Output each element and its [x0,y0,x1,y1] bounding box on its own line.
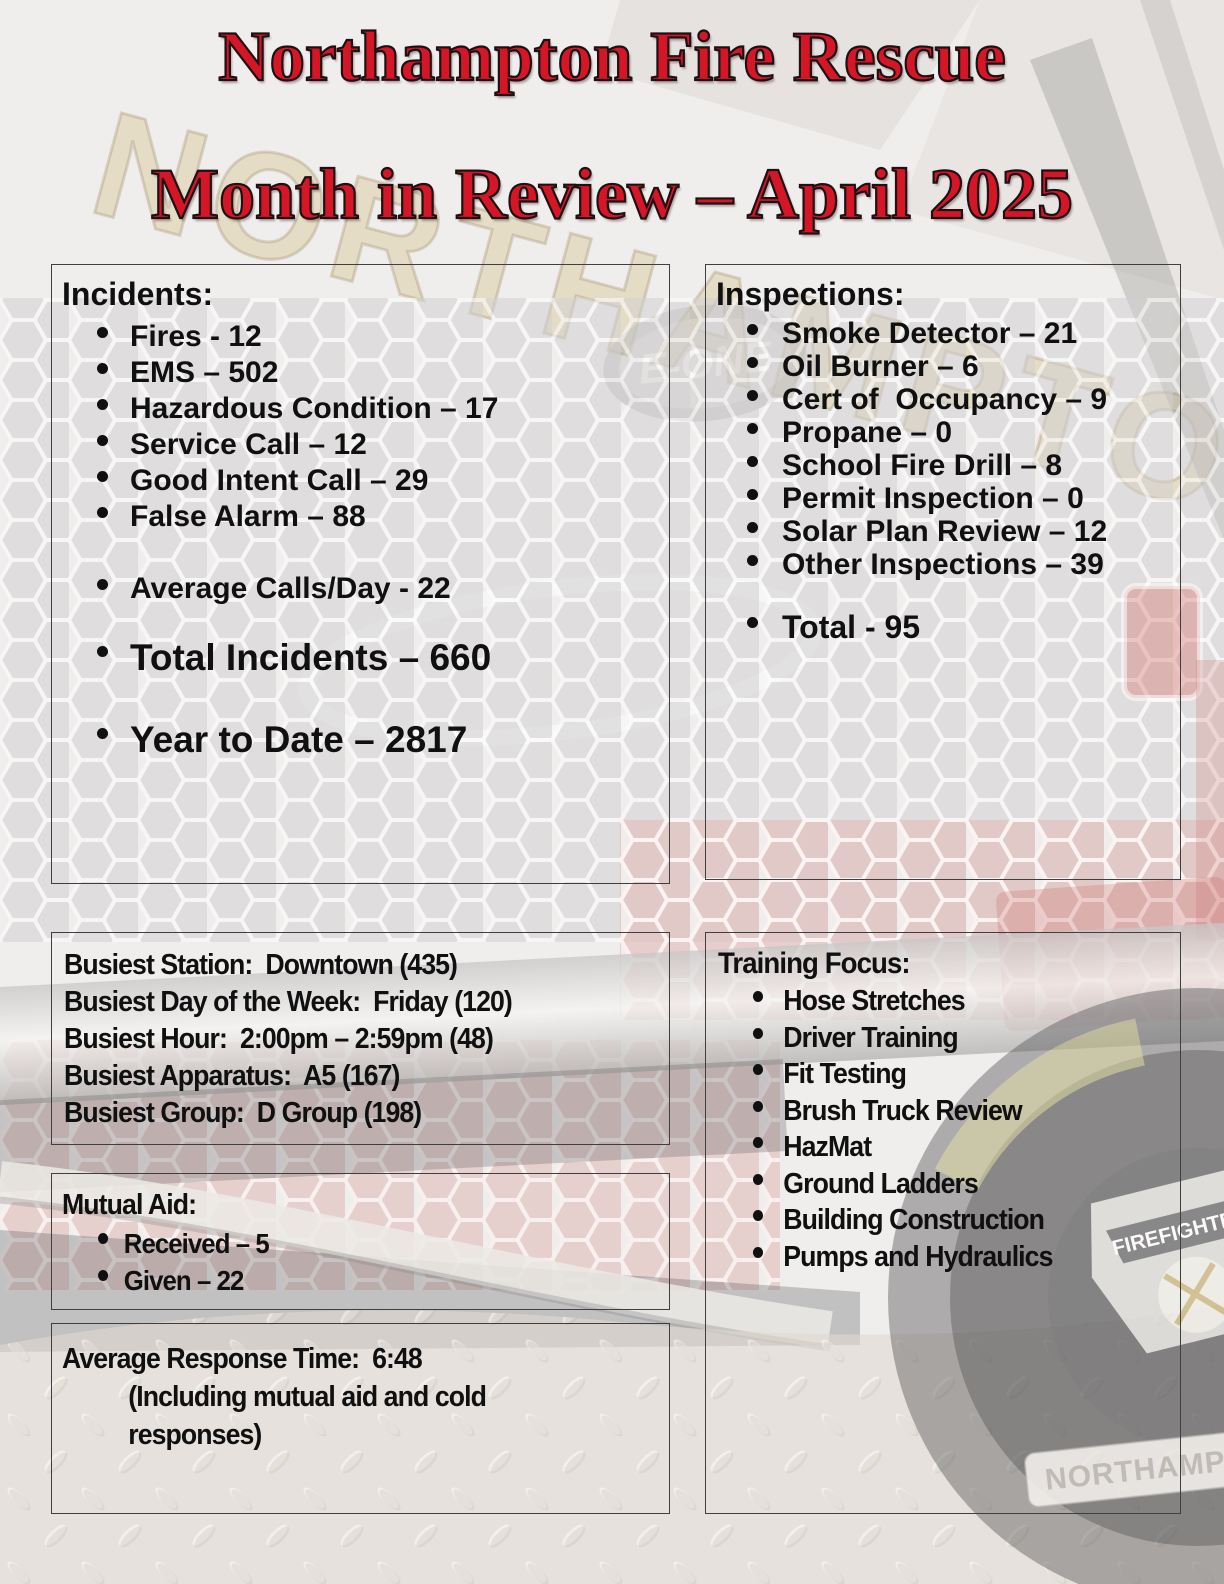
training-item: Driver Training [706,1020,1142,1057]
incidents-item: Service Call – 12 [52,427,669,463]
mutual-aid-given: Given – 22 [52,1262,620,1299]
busiest-hour: Busiest Hour: 2:00pm – 2:59pm (48) [64,1023,493,1055]
inspections-heading: Inspections: [716,276,905,312]
mutual-aid-box [51,1173,670,1310]
inspections-item: Oil Burner – 6 [706,350,1180,383]
incidents-item: Hazardous Condition – 17 [52,391,669,427]
mutual-aid-heading: Mutual Aid: [62,1189,197,1221]
incidents-average: Average Calls/Day - 22 [52,571,669,607]
response-time-box [51,1323,670,1514]
training-item: HazMat [706,1129,1142,1166]
response-time-note: (Including mutual aid and cold [128,1381,487,1413]
training-item: Ground Ladders [706,1166,1142,1203]
response-time-value: Average Response Time: 6:48 [62,1343,422,1375]
training-item: Fit Testing [706,1056,1142,1093]
incidents-item: False Alarm – 88 [52,499,669,535]
incidents-item: EMS – 502 [52,355,669,391]
inspections-list [706,317,1180,647]
inspections-item: Smoke Detector – 21 [706,317,1180,350]
page-subtitle: Month in Review – April 2025 [150,154,1073,234]
busiest-station: Busiest Station: Downtown (435) [64,949,458,981]
inspections-item: School Fire Drill – 8 [706,449,1180,482]
busiest-group: Busiest Group: D Group (198) [64,1097,422,1129]
incidents-box [51,264,670,884]
inspections-item: Solar Plan Review – 12 [706,515,1180,548]
incidents-year-to-date: Year to Date – 2817 [52,717,669,763]
training-item: Pumps and Hydraulics [706,1239,1142,1276]
training-list [706,983,1142,1275]
inspections-item: Other Inspections – 39 [706,548,1180,581]
training-focus-box [705,932,1181,1514]
busiest-day: Busiest Day of the Week: Friday (120) [64,986,512,1018]
inspections-item: Cert of Occupancy – 9 [706,383,1180,416]
incidents-total: Total Incidents – 660 [52,635,669,681]
training-item: Building Construction [706,1202,1142,1239]
busiest-apparatus: Busiest Apparatus: A5 (167) [64,1060,400,1092]
training-heading: Training Focus: [718,947,910,980]
busiest-stats-box [51,932,670,1145]
response-time-note: responses) [128,1419,262,1451]
mutual-aid-list [52,1225,620,1299]
incidents-heading: Incidents: [62,276,214,312]
training-item: Hose Stretches [706,983,1142,1020]
inspections-box [705,264,1181,880]
training-item: Brush Truck Review [706,1093,1142,1130]
inspections-item: Permit Inspection – 0 [706,482,1180,515]
inspections-total: Total - 95 [706,607,1180,647]
page-title: Northampton Fire Rescue [218,18,1006,96]
inspections-item: Propane – 0 [706,416,1180,449]
incidents-list [52,319,669,763]
incidents-item: Fires - 12 [52,319,669,355]
incidents-item: Good Intent Call – 29 [52,463,669,499]
mutual-aid-received: Received – 5 [52,1225,620,1262]
